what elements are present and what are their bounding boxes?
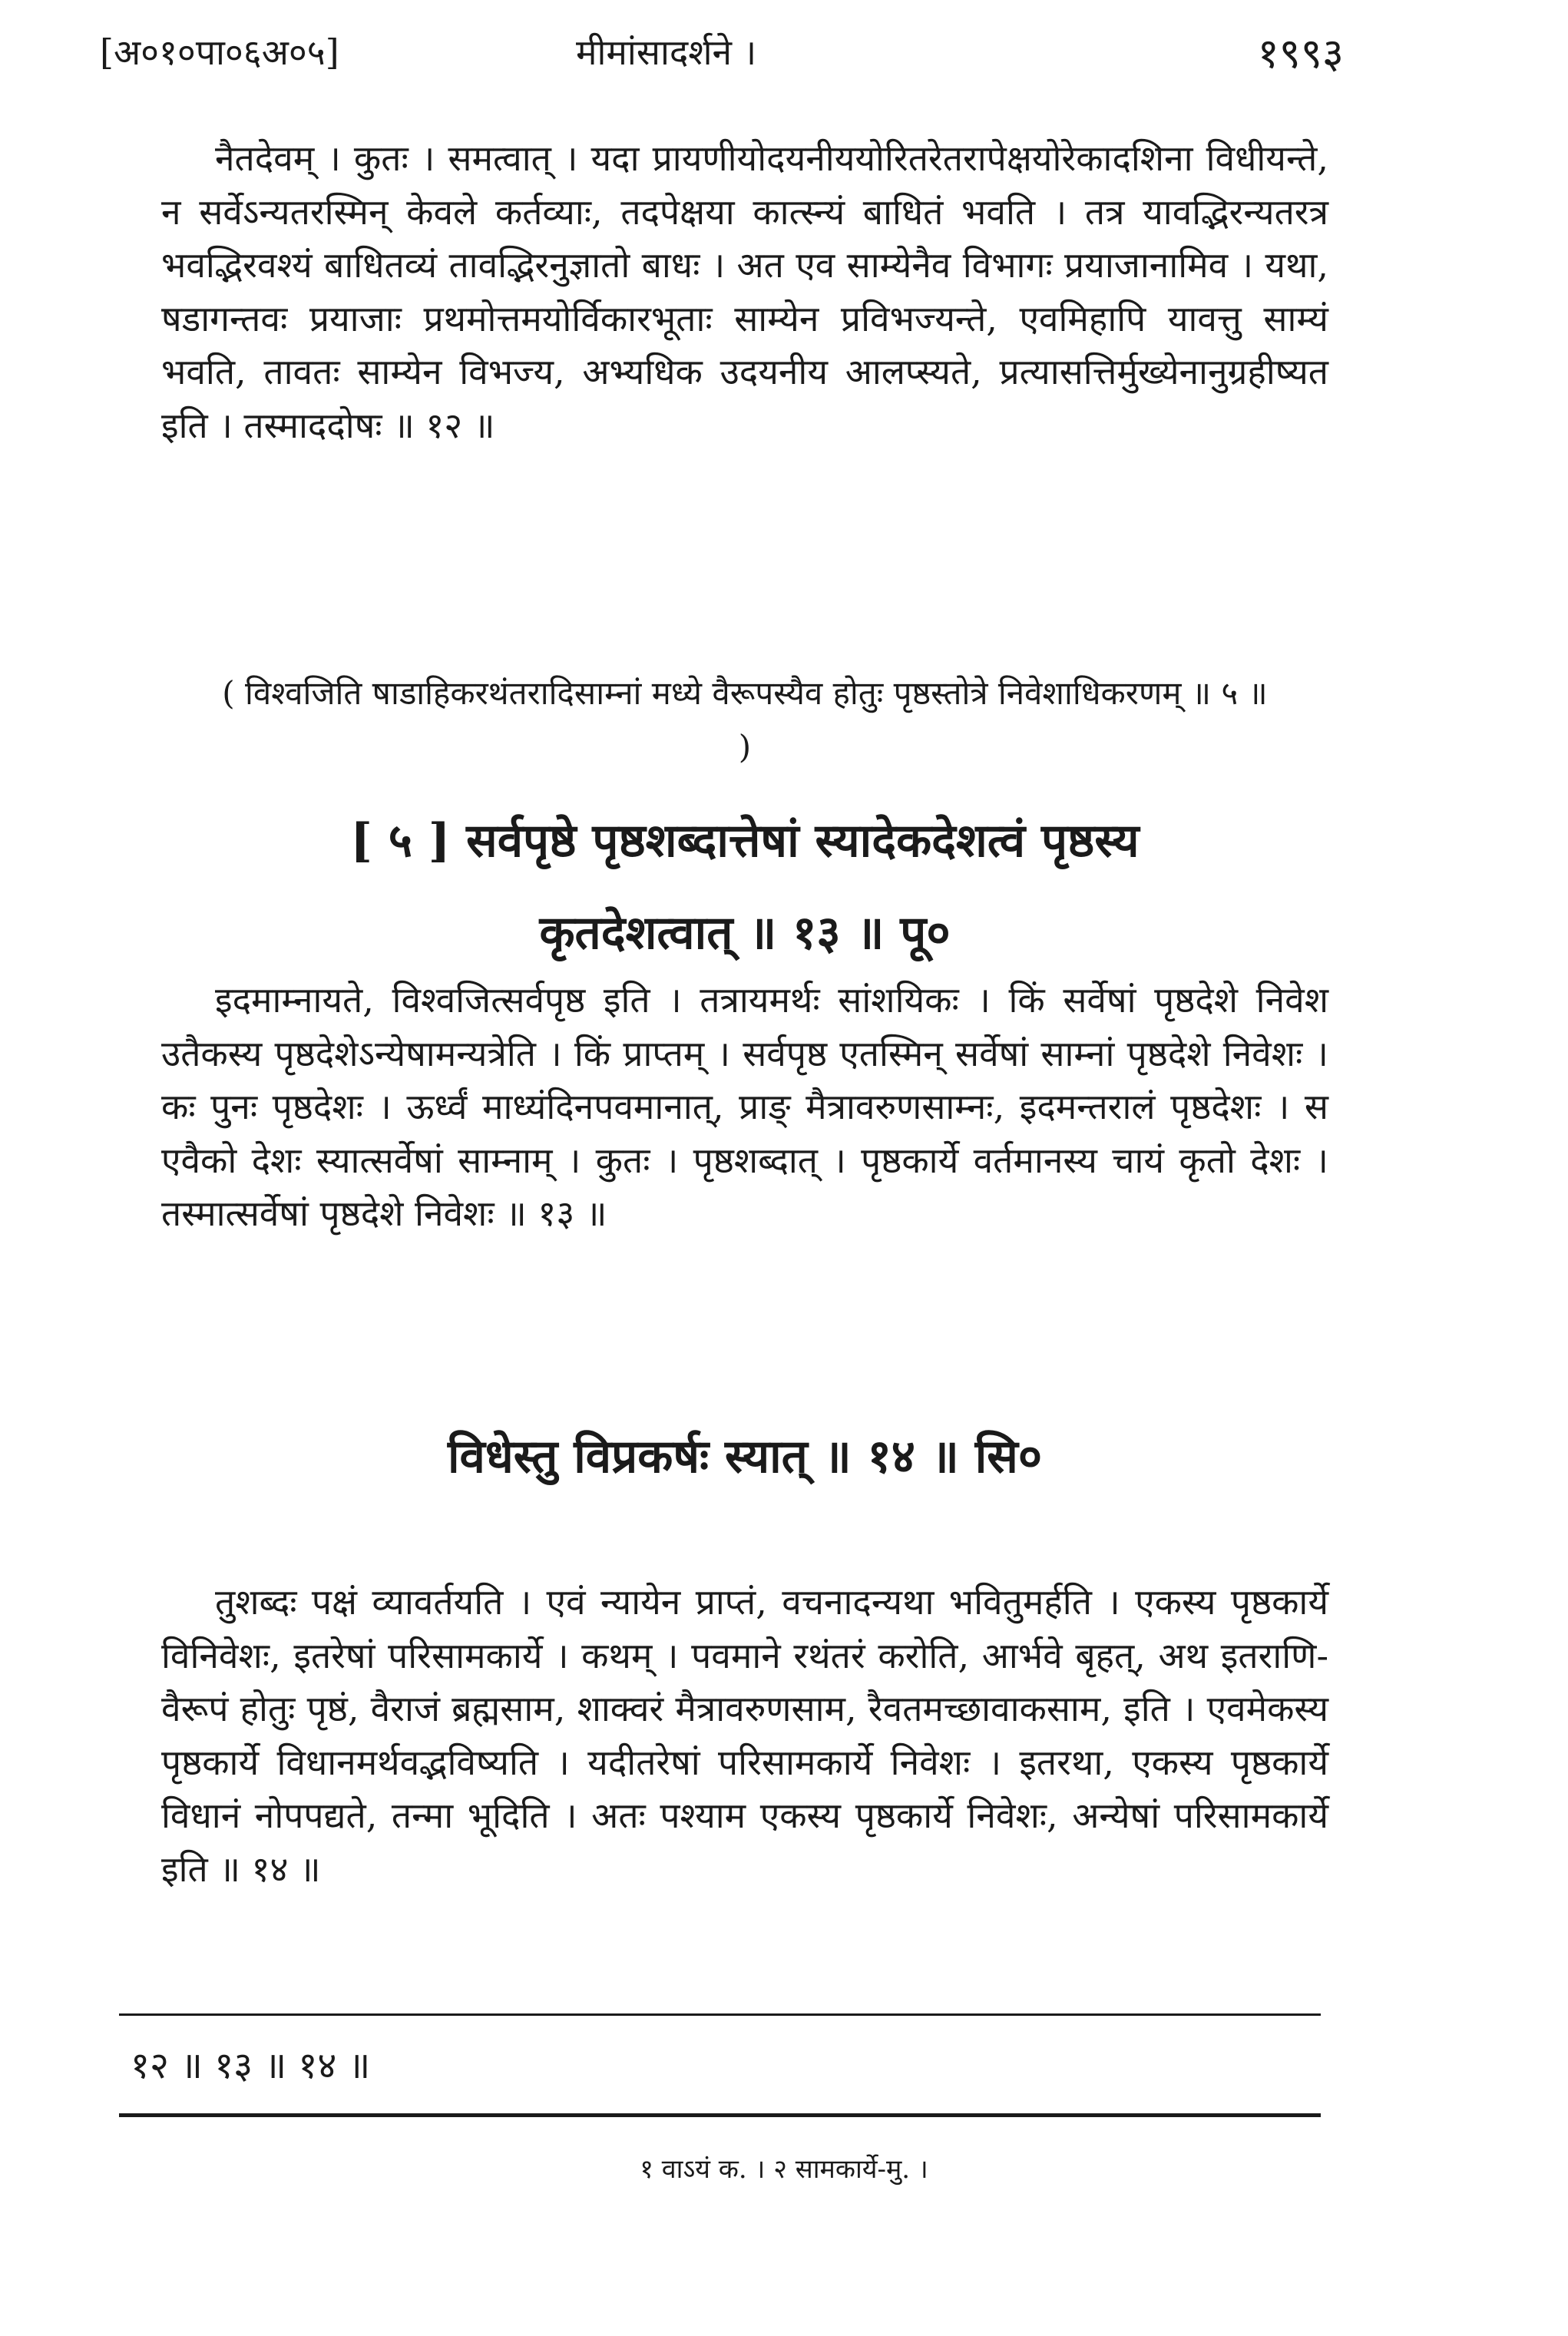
commentary-paragraph-2: इदमाम्नायते, विश्वजित्सर्वपृष्ठ इति । तत्रायमर्थः सांशयिकः । किं सर्वेषां पृष्ठदेशे निवेश उतैकस्य पृष्ठदेशेऽन्येषामन्यत्रेति । किं प्राप्तम् । सर्वपृष्ठ एतस्मिन् सर्वेषां साम्नां पृष्ठदेशे निवेशः । कः पुनः पृष्ठदेशः । ऊर्ध्वं माध्यंदिनपवमानात्, प्राङ् मैत्रावरुणसाम्नः, इदमन्तरालं पृष्ठदेशः । स एवैको देशः स्यात्सर्वेषां साम्नाम् । कुतः । पृष्ठशब्दात् । पृष्ठकार्ये वर्तमानस्य चायं कृतो देशः । तस्मात्सर्वेषां पृष्ठदेशे निवेशः ॥ १३ ॥ [161, 979, 1328, 1234]
sutra-14: विधेस्तु विप्रकर्षः स्यात् ॥ १४ ॥ सि० [447, 1430, 1043, 1484]
divider-bottom [119, 2113, 1321, 2117]
header-title: मीमांसादर्शने । [576, 31, 757, 73]
footnote: १ वाऽयं क. । २ सामकार्ये-मु. । [640, 2154, 928, 2185]
commentary-paragraph-1: नैतदेवम् । कुतः । समत्वात् । यदा प्रायणीयोदयनीययोरितरेतरापेक्षयोरेकादशिना विधीयन्ते, न सर्वेऽन्यतरस्मिन् केवले कर्तव्याः, तदपेक्षया कात्स्न्यं बाधितं भवति । तत्र यावद्भिरन्यतरत्र भवद्भिरवश्यं बाधितव्यं तावद्भिरनुज्ञातो बाधः । अत एव साम्येनैव विभागः प्रयाजानामिव । यथा, षडागन्तवः प्रयाजाः प्रथमोत्तमयोर्विकारभूताः साम्येन प्रविभज्यन्ते, एवमिहापि यावत्तु साम्यं भवति, तावतः साम्येन विभज्य, अभ्यधिक उदयनीय आलप्स्यते, प्रत्यासत्तिर्मुख्येनानुग्रहीष्यत इति । तस्माददोषः ॥ १२ ॥ [161, 137, 1328, 446]
sutra-13-line-2: कृतदेशत्वात् ॥ १३ ॥ पू० [539, 906, 951, 960]
header-section-ref: [अ०१०पा०६अ०५] [100, 31, 339, 73]
sutra-13-line-1: [ ५ ] सर्वपृष्ठे पृष्ठशब्दात्तेषां स्यादेकदेशत्वं पृष्ठस्य [350, 814, 1140, 868]
divider-top [119, 2013, 1321, 2016]
adhikarana-heading: ( विश्वजिति षाडाहिकरथंतरादिसाम्नां मध्ये वैरूपस्यैव होतुः पृष्ठस्तोत्रे निवेशाधिकरणम् ॥ ५ ॥ ) [222, 674, 1268, 766]
page-number: १९९३ [1257, 29, 1344, 78]
running-header [100, 23, 1344, 92]
sutra-references: १२ ॥ १३ ॥ १४ ॥ [131, 2044, 371, 2087]
commentary-paragraph-3: तुशब्दः पक्षं व्यावर्तयति । एवं न्यायेन प्राप्तं, वचनादन्यथा भवितुमर्हति । एकस्य पृष्ठकार्ये विनिवेशः, इतरेषां परिसामकार्ये । कथम् । पवमाने रथंतरं करोति, आर्भवे बृहत्, अथ इतराणि-वैरूपं होतुः पृष्ठं, वैराजं ब्रह्मसाम, शाक्वरं मैत्रावरुणसाम, रैवतमच्छावाकसाम, इति । एवमेकस्य पृष्ठकार्ये विधानमर्थवद्भविष्यति । यदीतरेषां परिसामकार्ये निवेशः । इतरथा, एकस्य पृष्ठकार्ये विधानं नोपपद्यते, तन्मा भूदिति । अतः पश्याम एकस्य पृष्ठकार्ये निवेशः, अन्येषां परिसामकार्ये इति ॥ १४ ॥ [161, 1581, 1328, 1890]
